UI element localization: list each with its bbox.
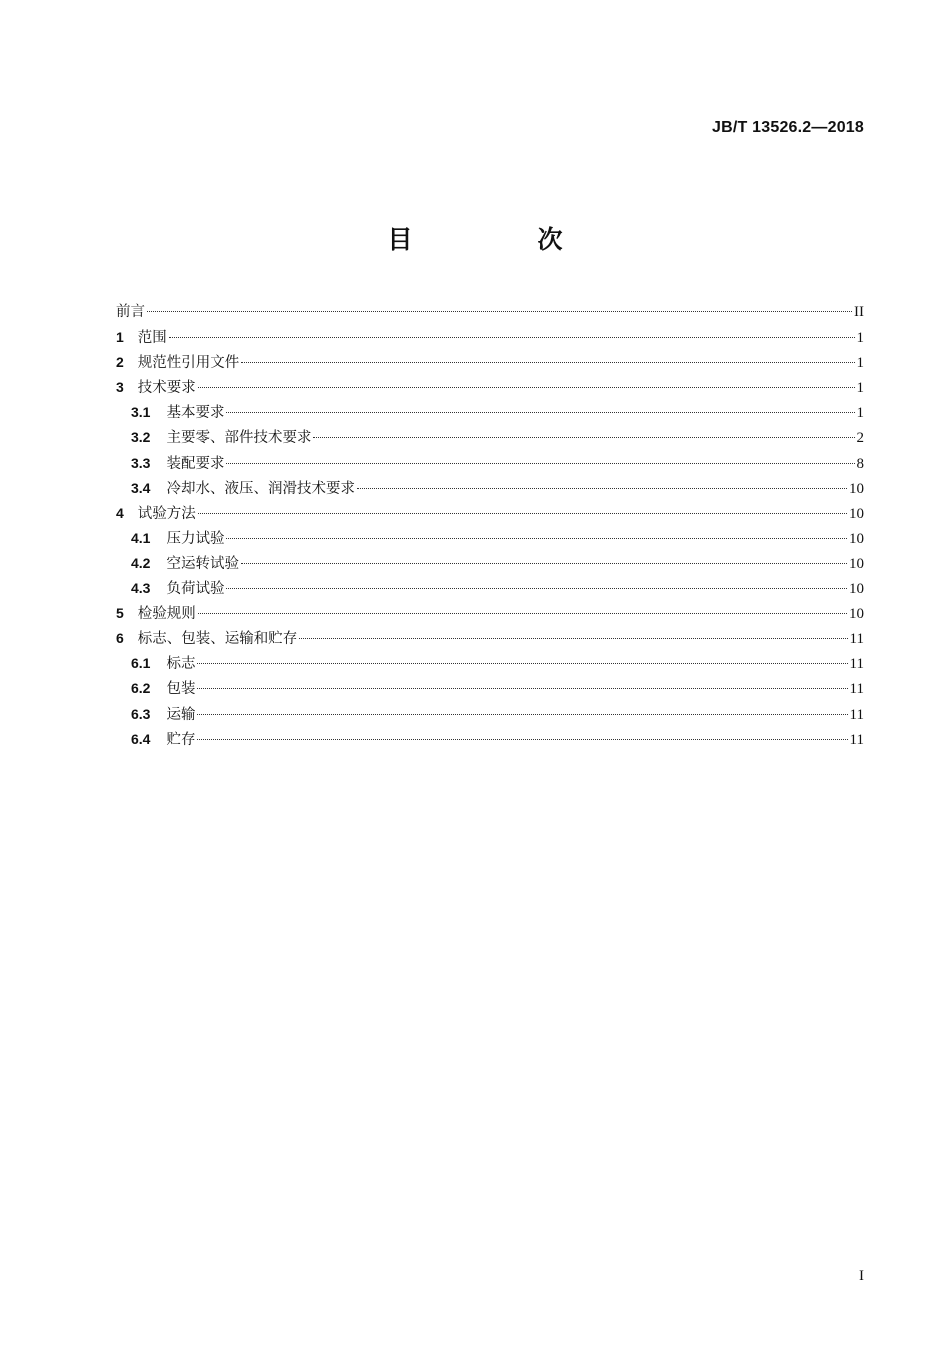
toc-entry[interactable] [116,501,864,526]
toc-entry-page: 10 [849,505,864,522]
toc-entry-page: 2 [856,430,864,447]
toc-entry-page: 11 [849,631,864,648]
toc-dot-leader [197,688,847,689]
toc-entry-number: 3.4 [131,479,151,496]
page-number: I [859,1268,864,1284]
toc-dot-leader [357,488,847,489]
toc-entry-title: 标志、包装、运输和贮存 [137,631,298,648]
toc-entry-page: 1 [856,355,864,372]
toc-entry-title: 范围 [137,330,167,347]
toc-entry-number: 4 [116,504,124,521]
toc-entry-page: 1 [856,330,864,347]
toc-entry-number: 1 [116,329,124,346]
toc-entry[interactable] [116,576,864,601]
standard-number: JB/T 13526.2—2018 [712,119,864,136]
toc-entry-number: 3.3 [131,454,151,471]
toc-dot-leader [299,638,847,639]
toc-entry[interactable] [116,451,864,476]
toc-dot-leader [241,563,847,564]
toc-dot-leader [198,387,855,388]
table-of-contents [116,300,864,752]
toc-entry-page: 10 [849,606,864,623]
toc-entry-title: 负荷试验 [166,581,225,598]
toc-entry-number: 3.2 [131,429,151,446]
toc-entry-title: 空运转试验 [166,555,239,572]
toc-entry-page: 11 [849,731,864,748]
toc-entry-number: 3 [116,379,124,396]
toc-entry-number: 2 [116,354,124,371]
toc-entry-page: 10 [849,530,864,547]
toc-entry-page: 8 [856,455,864,472]
toc-dot-leader [169,337,855,338]
toc-entry-title: 前言 [116,304,145,320]
toc-entry-number: 6.2 [131,680,151,697]
toc-entry-title: 冷却水、液压、润滑技术要求 [166,480,355,497]
toc-entry-title: 基本要求 [166,405,225,422]
toc-entry-title: 主要零、部件技术要求 [166,430,312,447]
toc-entry-title: 压力试验 [166,530,225,547]
toc-entry-title: 装配要求 [166,455,225,472]
toc-entry[interactable] [116,676,864,701]
toc-entry-number: 4.2 [131,554,151,571]
toc-entry[interactable] [116,702,864,727]
toc-dot-leader [241,362,854,363]
toc-entry-title: 试验方法 [137,505,196,522]
toc-entry-number: 5 [116,605,124,622]
toc-entry[interactable] [116,626,864,651]
toc-entry-page: 11 [849,681,864,698]
toc-entry[interactable] [116,400,864,425]
toc-dot-leader [147,311,852,312]
toc-entry-title: 标志 [166,656,196,673]
toc-dot-leader [226,588,847,589]
toc-entry[interactable] [116,526,864,551]
toc-dot-leader [226,538,847,539]
toc-entry[interactable] [116,651,864,676]
toc-entry-number: 4.3 [131,580,151,597]
toc-entry-title: 运输 [166,706,196,723]
toc-entry-page: II [854,304,864,320]
toc-entry-title: 规范性引用文件 [137,355,240,372]
toc-entry-number: 6.3 [131,705,151,722]
toc-entry-title: 贮存 [166,731,196,748]
toc-entry[interactable] [116,350,864,375]
toc-entry-page: 10 [849,480,864,497]
toc-entry[interactable] [116,476,864,501]
toc-dot-leader [197,739,847,740]
toc-entry[interactable] [116,601,864,626]
toc-entry-number: 6.4 [131,730,151,747]
toc-dot-leader [197,663,847,664]
toc-entry-page: 11 [849,656,864,673]
toc-dot-leader [198,513,847,514]
toc-entry[interactable] [116,425,864,450]
toc-dot-leader [226,412,854,413]
toc-entry[interactable] [116,551,864,576]
page-title: 目 次 [387,225,613,254]
toc-entry-number: 3.1 [131,404,151,421]
toc-entry-title: 检验规则 [137,606,196,623]
toc-entry[interactable] [116,727,864,752]
toc-entry-page: 1 [856,405,864,422]
toc-entry-page: 10 [849,555,864,572]
toc-entry-number: 6 [116,630,124,647]
toc-entry-title: 技术要求 [137,380,196,397]
toc-entry-page: 10 [849,581,864,598]
toc-entry-page: 1 [856,380,864,397]
toc-entry[interactable] [116,300,864,325]
toc-entry-number: 4.1 [131,529,151,546]
toc-entry-number: 6.1 [131,655,151,672]
toc-entry-title: 包装 [166,681,196,698]
toc-dot-leader [313,437,854,438]
toc-dot-leader [197,714,847,715]
toc-entry[interactable] [116,325,864,350]
toc-entry[interactable] [116,375,864,400]
toc-dot-leader [226,463,854,464]
toc-entry-page: 11 [849,706,864,723]
toc-dot-leader [198,613,847,614]
